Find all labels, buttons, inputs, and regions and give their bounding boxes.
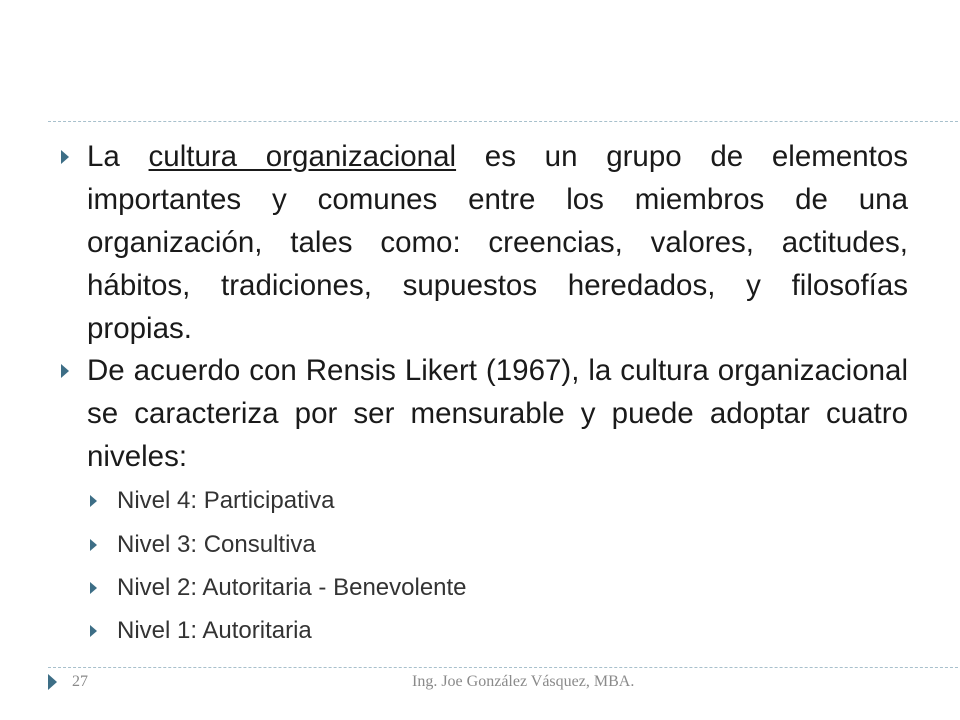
- level-item: Nivel 2: Autoritaria - Benevolente: [117, 574, 467, 601]
- level-item: Nivel 3: Consultiva: [117, 531, 316, 558]
- cultura-organizacional-link[interactable]: cultura organizacional: [148, 140, 457, 173]
- footer-author: Ing. Joe González Vásquez, MBA.: [412, 673, 635, 690]
- footer-arrow-icon: [48, 674, 57, 690]
- sub-bullet-arrow-icon: [90, 539, 97, 551]
- paragraph1-before: La: [87, 140, 149, 173]
- bullet-arrow-icon: [61, 364, 69, 378]
- sub-bullet-arrow-icon: [90, 625, 97, 637]
- bottom-divider: [48, 667, 960, 668]
- sub-bullet-arrow-icon: [90, 495, 97, 507]
- paragraph-culture-definition: [87, 135, 908, 350]
- sub-bullet-arrow-icon: [90, 582, 97, 594]
- paragraph1-after: es un grupo de elementos importantes y comunes entre los miembros de una organización, tales como: creencias, valores, actitudes, hábitos, tradiciones, supuestos heredados, y filosofías propias.: [87, 140, 909, 345]
- top-divider: [48, 121, 960, 122]
- bullet-arrow-icon: [61, 150, 69, 164]
- page-number: 27: [72, 673, 88, 690]
- paragraph-likert: De acuerdo con Rensis Likert (1967), la cultura organizacional se caracteriza por ser mensurable y puede adoptar cuatro niveles:: [87, 354, 908, 473]
- level-item: Nivel 4: Participativa: [117, 487, 335, 514]
- level-item: Nivel 1: Autoritaria: [117, 617, 312, 644]
